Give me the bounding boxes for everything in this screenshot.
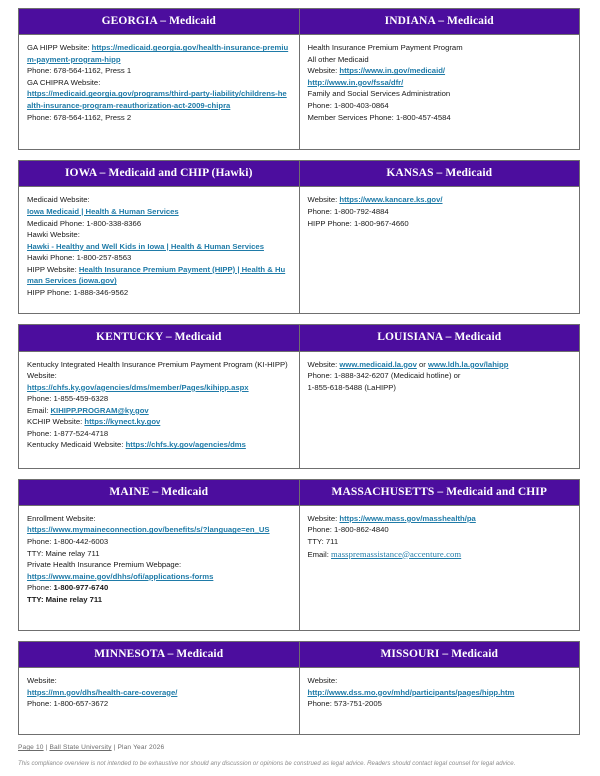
page-footer [18,744,580,768]
contact-line [308,524,572,536]
state-detail-cell-right [299,187,580,314]
state-header-left: GEORGIA – Medicaid [19,9,300,35]
state-header-right: LOUISIANA – Medicaid [299,325,580,351]
contact-line [27,112,291,124]
contact-text: Private Health Insurance Premium Webpage: [27,560,182,570]
contact-link[interactable]: Iowa Medicaid | Health & Human Services [27,206,179,216]
state-header-row [19,479,580,505]
contact-line [27,524,291,536]
contact-link[interactable]: Health Insurance Premium Payment (HIPP) | Health & Human Services (iowa.gov) [27,264,286,286]
footer-page-number: Page 10 [18,744,44,752]
contact-text: Hawki Website: [27,230,80,240]
contact-line [27,439,291,451]
contact-text: HIPP Phone: 1-800-967-4660 [307,218,409,228]
contact-text: Phone: 1-800-792-4884 [307,206,389,216]
contact-lines [308,359,572,394]
contact-text: Website: [307,66,340,76]
state-body-row [19,187,580,314]
contact-text: Member Services Phone: 1-800-457-4584 [307,112,451,122]
contact-line [27,571,291,583]
contact-text: TTY: Maine relay 711 [27,548,100,558]
contact-text: Phone: 1-800-657-3672 [27,699,109,709]
contact-text: or [416,359,428,369]
contact-text: Website: [307,359,340,369]
contact-lines [27,194,291,298]
contact-text: Enrollment Website: [27,513,96,523]
contact-lines [308,194,572,229]
state-pair-table [18,641,580,735]
contact-text: Website: [307,676,338,686]
state-detail-cell-left [19,351,300,468]
contact-link[interactable]: https://chfs.ky.gov/agencies/dms [125,440,246,450]
contact-link[interactable]: https://www.kancare.ks.gov/ [339,195,443,205]
contact-line [27,229,291,241]
contact-text: HIPP Phone: 1-888-346-9562 [27,287,129,297]
contact-line [27,42,291,65]
contact-line [27,252,291,264]
contact-line [308,65,572,77]
contact-line [27,206,291,218]
contact-line [27,241,291,253]
state-header-right: KANSAS – Medicaid [299,161,580,187]
state-header-left: MAINE – Medicaid [19,479,300,505]
contact-line [308,54,572,66]
state-detail-cell-right [299,35,580,150]
state-detail-cell-left [19,668,300,735]
footer-disclaimer: This compliance overview is not intended to be exhaustive nor should any discussion or opinions be construed as legal advice. Readers should contact legal counsel for legal advice. [18,760,516,768]
contact-text: Phone: 1-800-403-0864 [307,100,389,110]
contact-link[interactable]: www.medicaid.la.gov [339,359,417,369]
contact-text: Phone: [27,583,54,593]
contact-text: Phone: 573-751-2005 [307,699,382,709]
contact-text: HIPP Website: [27,264,79,274]
contact-text: TTY: Maine relay 711 [27,594,103,604]
state-header-row [19,161,580,187]
state-body-row [19,35,580,150]
contact-text: Health Insurance Premium Payment Program [307,43,463,53]
contact-link[interactable]: http://www.dss.mo.gov/mhd/participants/pages/hipp.htm [307,687,515,697]
state-detail-cell-left [19,505,300,630]
contact-line [308,206,572,218]
footer-separator-2: | [111,744,118,752]
contact-line [308,359,572,371]
contact-text: Phone: 1-855-459-6328 [27,394,109,404]
contact-text: Phone: 678-564-1162, Press 1 [27,66,132,76]
contact-link[interactable]: KIHIPP.PROGRAM@ky.gov [50,405,149,415]
contact-line [27,675,291,687]
contact-lines [27,359,291,451]
contact-line [27,382,291,394]
contact-text: Hawki Phone: 1-800-257-8563 [27,253,132,263]
contact-text: Phone: 1-800-862-4840 [307,525,389,535]
contact-line [308,194,572,206]
contact-line [27,559,291,571]
contact-line [308,77,572,89]
contact-line [27,88,291,111]
contact-line [308,548,572,561]
contact-text: 1-800-977-6740 [53,583,109,593]
contact-link[interactable]: https://www.mass.gov/masshealth/pa [339,513,476,523]
contact-line [27,359,291,382]
contact-link[interactable]: http://www.in.gov/fssa/dfr/ [307,77,404,87]
contact-text: Kentucky Integrated Health Insurance Premium Payment Program (KI-HIPP) Website: [27,359,288,381]
contact-line [27,194,291,206]
contact-text: 1-855-618-5488 (LaHIPP) [307,382,396,392]
contact-lines [27,513,291,605]
contact-line [308,698,572,710]
state-pair-table [18,324,580,468]
contact-text: Website: [27,676,57,686]
state-body-row [19,351,580,468]
state-pair-table [18,479,580,631]
contact-line [27,218,291,230]
state-detail-cell-right [299,351,580,468]
contact-text: Phone: 678-564-1162, Press 2 [27,112,132,122]
footer-meta-line [18,744,580,751]
contact-link[interactable]: https://www.in.gov/medicaid/ [339,66,446,76]
contact-line [308,675,572,687]
footer-plan-year: Plan Year 2026 [117,744,165,752]
contact-text: Kentucky Medicaid Website: [27,440,126,450]
state-pair-table [18,8,580,150]
state-body-row [19,505,580,630]
contact-line [308,218,572,230]
contact-text: GA HIPP Website: [27,43,92,53]
state-contact-tables [18,8,580,735]
contact-link[interactable]: www.ldh.la.gov/lahipp [427,359,509,369]
contact-line [308,382,572,394]
state-header-left: IOWA – Medicaid and CHIP (Hawki) [19,161,300,187]
state-header-row [19,641,580,667]
contact-lines [308,675,572,710]
contact-line [27,536,291,548]
contact-line [27,513,291,525]
contact-line [308,100,572,112]
contact-line [27,594,291,606]
contact-link[interactable]: Hawki - Healthy and Well Kids in Iowa | Health & Human Services [27,241,264,251]
state-header-left: MINNESOTA – Medicaid [19,641,300,667]
contact-text: Email: [307,549,331,559]
contact-text: Phone: 1-888-342-6207 (Medicaid hotline) or [307,371,461,381]
contact-line [27,698,291,710]
contact-link[interactable]: https://medicaid.georgia.gov/programs/third-party-liability/childrens-health-insurance-program-reauthorization-act-2009-chipra [27,89,287,110]
state-header-left: KENTUCKY – Medicaid [19,325,300,351]
contact-line [27,687,291,699]
contact-text: Phone: 1-877-524-4718 [27,428,109,438]
contact-line [27,65,291,77]
contact-link[interactable]: https://kynect.ky.gov [84,417,161,427]
contact-line [308,687,572,699]
contact-text: Medicaid Phone: 1-800-338-8366 [27,218,142,228]
state-header-right: MASSACHUSETTS – Medicaid and CHIP [299,479,580,505]
footer-organization: Ball State University [49,744,112,752]
state-header-row [19,325,580,351]
contact-line [308,112,572,124]
contact-text: Medicaid Website: [27,195,90,205]
contact-link[interactable]: masspremassistance@accenture.com [331,548,462,559]
contact-line [27,405,291,417]
contact-line [308,42,572,54]
state-detail-cell-left [19,187,300,314]
contact-lines [308,42,572,123]
contact-line [27,287,291,299]
state-pair-table [18,160,580,314]
contact-text: TTY: 711 [307,536,339,546]
contact-text: GA CHIPRA Website: [27,77,101,87]
contact-link[interactable]: https://chfs.ky.gov/agencies/dms/member/Pages/kihipp.aspx [27,382,249,392]
contact-text: Website: [307,513,340,523]
contact-text: KCHIP Website: [27,417,85,427]
contact-line [27,264,291,287]
contact-lines [308,513,572,561]
state-body-row [19,668,580,735]
contact-link[interactable]: https://www.mymaineconnection.gov/benefits/s/?language=en_US [27,525,270,535]
contact-line [27,393,291,405]
state-header-row [19,9,580,35]
contact-line [27,416,291,428]
footer-separator-1: | [43,744,50,752]
state-detail-cell-right [299,505,580,630]
state-detail-cell-left [19,35,300,150]
contact-line [27,428,291,440]
contact-line [27,77,291,89]
contact-text: Family and Social Services Administration [307,89,451,99]
contact-line [308,88,572,100]
contact-lines [27,675,291,710]
contact-link[interactable]: https://mn.gov/dhs/health-care-coverage/ [27,687,178,697]
contact-link[interactable]: https://medicaid.georgia.gov/health-insurance-premium-payment-program-hipp [27,43,289,64]
state-header-right: INDIANA – Medicaid [299,9,580,35]
contact-line [27,582,291,594]
contact-text: Phone: 1-800-442-6003 [27,536,109,546]
state-detail-cell-right [299,668,580,735]
contact-line [308,370,572,382]
contact-text: Email: [27,405,51,415]
contact-line [308,513,572,525]
contact-text: All other Medicaid [307,54,369,64]
contact-line [27,548,291,560]
state-header-right: MISSOURI – Medicaid [299,641,580,667]
contact-link[interactable]: https://www.maine.gov/dhhs/ofi/applications-forms [27,571,214,581]
contact-lines [27,42,291,123]
contact-text: Website: [307,195,340,205]
contact-line [308,536,572,548]
